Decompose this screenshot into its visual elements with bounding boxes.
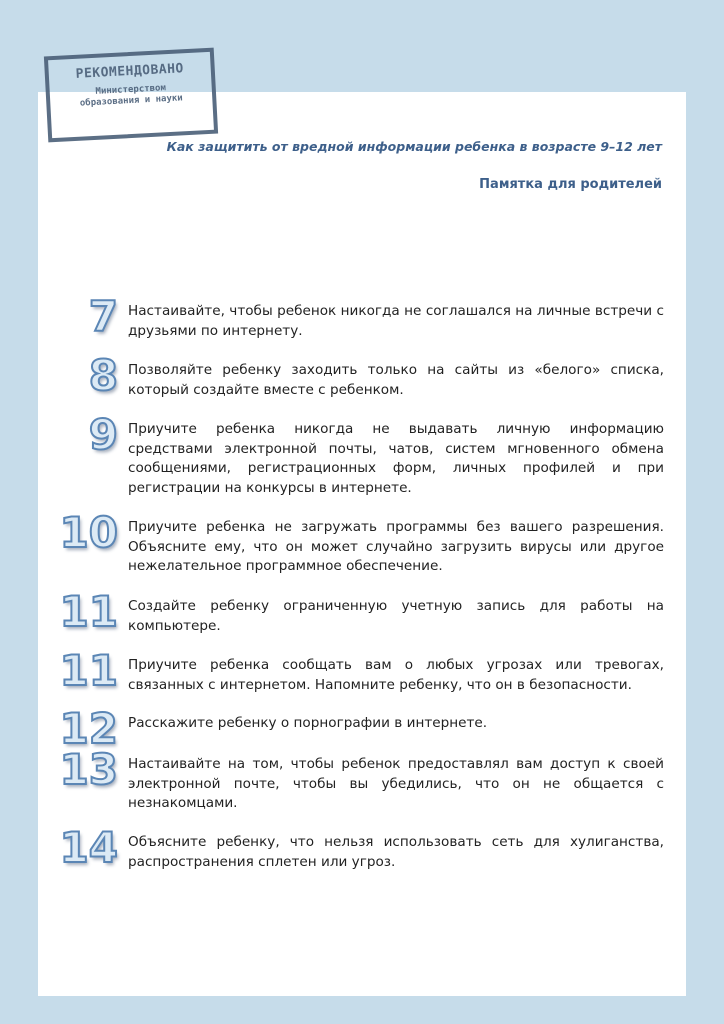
- item-text: Позволяйте ребенку заходить только на сайты из «белого» списка, который создайте вместе с ребенком.: [128, 362, 664, 398]
- item-number: 10: [59, 508, 118, 557]
- item-number: 12: [59, 704, 118, 753]
- item-text: Расскажите ребенку о порнографии в интернете.: [128, 715, 488, 731]
- item-text: Создайте ребенку ограниченную учетную запись для работы на компьютере.: [128, 598, 664, 634]
- stamp-line-2: Министерством: [95, 83, 167, 97]
- item-text: Приучите ребенка никогда не выдавать личную информацию средствами электронной почты, чатов, систем мгновенного обмена сообщениями, регистрационных форм, личных профилей и при регистрации на конкурсы в интернете.: [128, 421, 664, 496]
- item-text: Приучите ребенка сообщать вам о любых угрозах или тревогах, связанных с интернетом. Напомните ребенку, что он в безопасности.: [128, 657, 664, 693]
- item-text: Объясните ребенку, что нельзя использовать сеть для хулиганства, распространения сплетен или угроз.: [128, 834, 664, 870]
- list-item: [58, 508, 664, 577]
- list-item: [58, 704, 664, 753]
- list-item: [58, 351, 664, 400]
- item-number: 13: [59, 745, 118, 794]
- page-title: Как защитить от вредной информации ребенка в возрасте 9–12 лет: [166, 139, 662, 154]
- item-number: 7: [88, 292, 118, 341]
- item-text: Приучите ребенка не загружать программы без вашего разрешения. Объясните ему, что он может случайно загрузить вирусы или другое нежелательное программное обеспечение.: [128, 519, 664, 574]
- recommended-stamp: [44, 48, 218, 143]
- list-item: [58, 646, 664, 695]
- item-number: 8: [88, 351, 118, 400]
- item-number: 14: [59, 823, 118, 872]
- list-item: [58, 823, 664, 872]
- item-text: Настаивайте на том, чтобы ребенок предоставлял вам доступ к своей электронной почте, чтобы вы убедились, что он не общается с незнакомцами.: [128, 756, 664, 811]
- list-item: [58, 410, 664, 498]
- item-number: 9: [88, 410, 118, 459]
- item-number: 11: [59, 587, 118, 636]
- item-number: 11: [59, 646, 118, 695]
- stamp-line-1: РЕКОМЕНДОВАНО: [75, 61, 185, 82]
- list-item: [58, 587, 664, 636]
- item-text: Настаивайте, чтобы ребенок никогда не соглашался на личные встречи с друзьями по интернету.: [128, 303, 664, 339]
- page-subtitle: Памятка для родителей: [479, 177, 662, 192]
- list-item: [58, 745, 664, 814]
- stamp-line-3: образования и науки: [79, 93, 183, 109]
- list-item: [58, 292, 664, 341]
